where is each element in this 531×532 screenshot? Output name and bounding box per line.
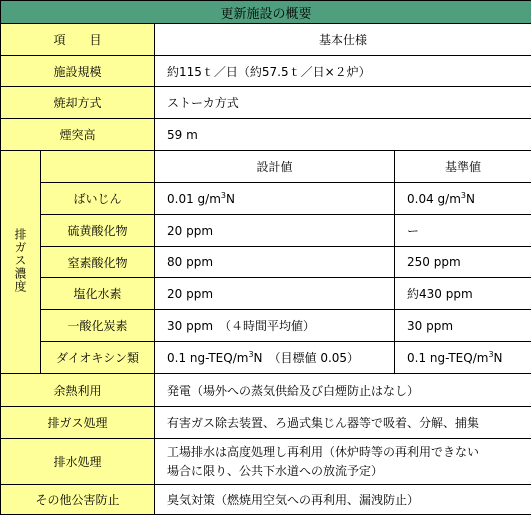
- gas-label: 排ガス処理: [1, 407, 155, 439]
- emission-row: [1, 215, 531, 247]
- design-unit: N: [225, 192, 235, 206]
- water-label: 排水処理: [1, 439, 155, 485]
- row-scale: [1, 56, 531, 87]
- emission-row: [1, 247, 531, 278]
- emission-name: ダイオキシン類: [41, 342, 155, 374]
- design-value-header: 設計値: [155, 151, 395, 183]
- emission-standard: 30 ppm: [395, 310, 531, 342]
- method-value: ストーカ方式: [155, 87, 531, 119]
- gas-value: 有害ガス除去装置、ろ過式集じん器等で吸着、分解、捕集: [155, 407, 531, 439]
- other-value: 臭気対策（燃焼用空気への再利用、漏洩防止）: [155, 485, 531, 515]
- emission-standard: 約430 ppm: [395, 278, 531, 310]
- emission-name: ばいじん: [41, 183, 155, 215]
- chimney-label: 煙突高: [1, 119, 155, 151]
- emission-row: [1, 278, 531, 310]
- table-title: 更新施設の概要: [1, 1, 531, 24]
- row-gas: [1, 407, 531, 439]
- emission-header-row: [1, 151, 531, 183]
- emission-row: [1, 342, 531, 374]
- row-method: [1, 87, 531, 119]
- emission-name: 窒素酸化物: [41, 247, 155, 278]
- standard-value-header: 基準値: [395, 151, 531, 183]
- standard-sup: 3: [460, 191, 466, 200]
- emission-row: [1, 183, 531, 215]
- standard-sup: 3: [488, 350, 494, 359]
- emission-design: 80 ppm: [155, 247, 395, 278]
- design-sup: 3: [248, 350, 254, 359]
- water-value-line1: 工場排水は高度処理し再利用（休炉時等の再利用できない: [167, 444, 480, 459]
- emission-standard: [395, 183, 531, 215]
- water-value: [155, 439, 531, 485]
- emission-side-label: [1, 151, 41, 374]
- standard-text: 0.04 g/m: [407, 192, 461, 206]
- header-row: [1, 24, 531, 56]
- design-unit: N （目標値 0.05）: [253, 351, 360, 365]
- design-text: 0.01 g/m: [167, 192, 221, 206]
- row-other: [1, 485, 531, 515]
- design-text: 0.1 ng-TEQ/m: [167, 351, 249, 365]
- header-spec: 基本仕様: [155, 24, 531, 56]
- emission-design: 20 ppm: [155, 278, 395, 310]
- heat-label: 余熱利用: [1, 374, 155, 407]
- emission-design: 20 ppm: [155, 215, 395, 247]
- emission-standard: ー: [395, 215, 531, 247]
- other-label: その他公害防止: [1, 485, 155, 515]
- design-sup: 3: [220, 191, 226, 200]
- scale-value: 約115ｔ／日（約57.5ｔ／日×２炉）: [155, 56, 531, 87]
- row-chimney: [1, 119, 531, 151]
- standard-unit: N: [493, 351, 503, 365]
- title-row: [1, 1, 531, 24]
- emission-header-blank: [41, 151, 155, 183]
- emission-design: 30 ppm （４時間平均値）: [155, 310, 395, 342]
- method-label: 焼却方式: [1, 87, 155, 119]
- emission-row: [1, 310, 531, 342]
- emission-name: 一酸化炭素: [41, 310, 155, 342]
- header-item: 項 目: [1, 24, 155, 56]
- emission-side-text: 排ガス濃度: [13, 228, 27, 293]
- scale-label: 施設規模: [1, 56, 155, 87]
- row-water: [1, 439, 531, 485]
- emission-name: 硫黄酸化物: [41, 215, 155, 247]
- emission-design: [155, 342, 395, 374]
- emission-design: [155, 183, 395, 215]
- emission-standard: [395, 342, 531, 374]
- water-value-line2: 場合に限り、公共下水道への放流予定）: [167, 463, 384, 478]
- row-heat: [1, 374, 531, 407]
- chimney-value: 59 m: [155, 119, 531, 151]
- standard-text: 0.1 ng-TEQ/m: [407, 351, 489, 365]
- emission-name: 塩化水素: [41, 278, 155, 310]
- emission-standard: 250 ppm: [395, 247, 531, 278]
- heat-value: 発電（場外への蒸気供給及び白煙防止はなし）: [155, 374, 531, 407]
- standard-unit: N: [465, 192, 475, 206]
